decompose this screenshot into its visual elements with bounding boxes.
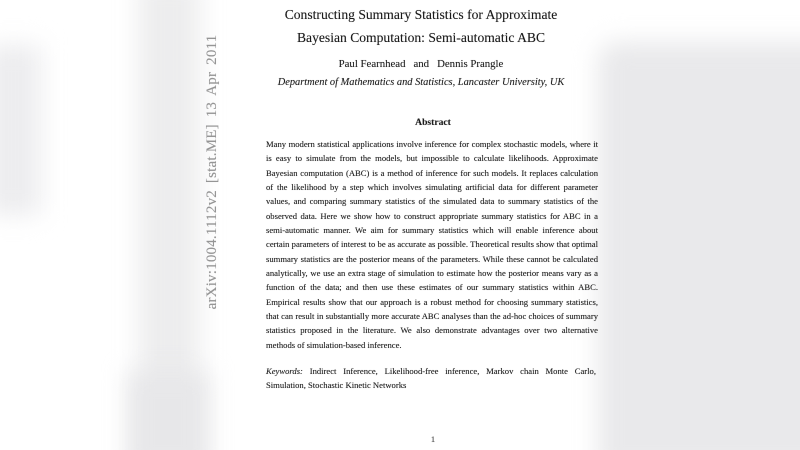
paper-title-line-2: Bayesian Computation: Semi-automatic ABC	[296, 30, 546, 45]
abstract-text: Many modern statistical applications involve inference for complex stochastic models, where it is easy to simulate from the models, but impossible to calculate likelihoods. Approximate Bayesian computation (ABC) is a method of inference for such models. It replaces calculation of the likelihood by a step which involves simulating artificial data for different parameter values, and comparing summary statistics of the simulated data to summary statistics of the observed data. Here we show how to construct appropriate summary statistics for ABC in a semi-automatic manner. We aim for summary statistics which will enable inference about certain parameters of interest to be as accurate as possible. Theoretical results show that optimal summary statistics are the posterior means of the parameters. While these cannot be calculated analytically, we use an extra stage of simulation to estimate how the posterior means vary as a function of the data; and then use these estimates of our summary statistics within ABC. Empirical results show that our approach is a robust method for choosing summary statistics, that can result in substantially more accurate ABC analyses than the ad-hoc choices of summary statistics proposed in the literature. We also demonstrate advantages over two alternative methods of simulation-based inference.	[266, 139, 598, 350]
author-name-2: Dennis Prangle	[437, 58, 504, 70]
keywords-label: Keywords:	[266, 366, 303, 376]
authors-conjunction: and	[413, 58, 430, 70]
keywords-text: Indirect Inference, Likelihood-free inference, Markov chain Monte Carlo, Simulation, Stochastic Kinetic Networks	[266, 366, 596, 391]
paper-title-line-1: Constructing Summary Statistics for Approximate	[284, 7, 558, 22]
abstract-heading: Abstract	[415, 117, 451, 128]
affiliation-line: Department of Mathematics and Statistics, Lancaster University, UK	[277, 77, 565, 88]
page-number: 1	[430, 434, 436, 444]
arxiv-sidebar-stamp: arXiv:1004.1112v2 [stat.ME] 13 Apr 2011	[204, 34, 220, 310]
author-name-1: Paul Fearnhead	[338, 58, 406, 70]
authors-line	[221, 58, 621, 70]
keywords-block	[266, 364, 596, 393]
